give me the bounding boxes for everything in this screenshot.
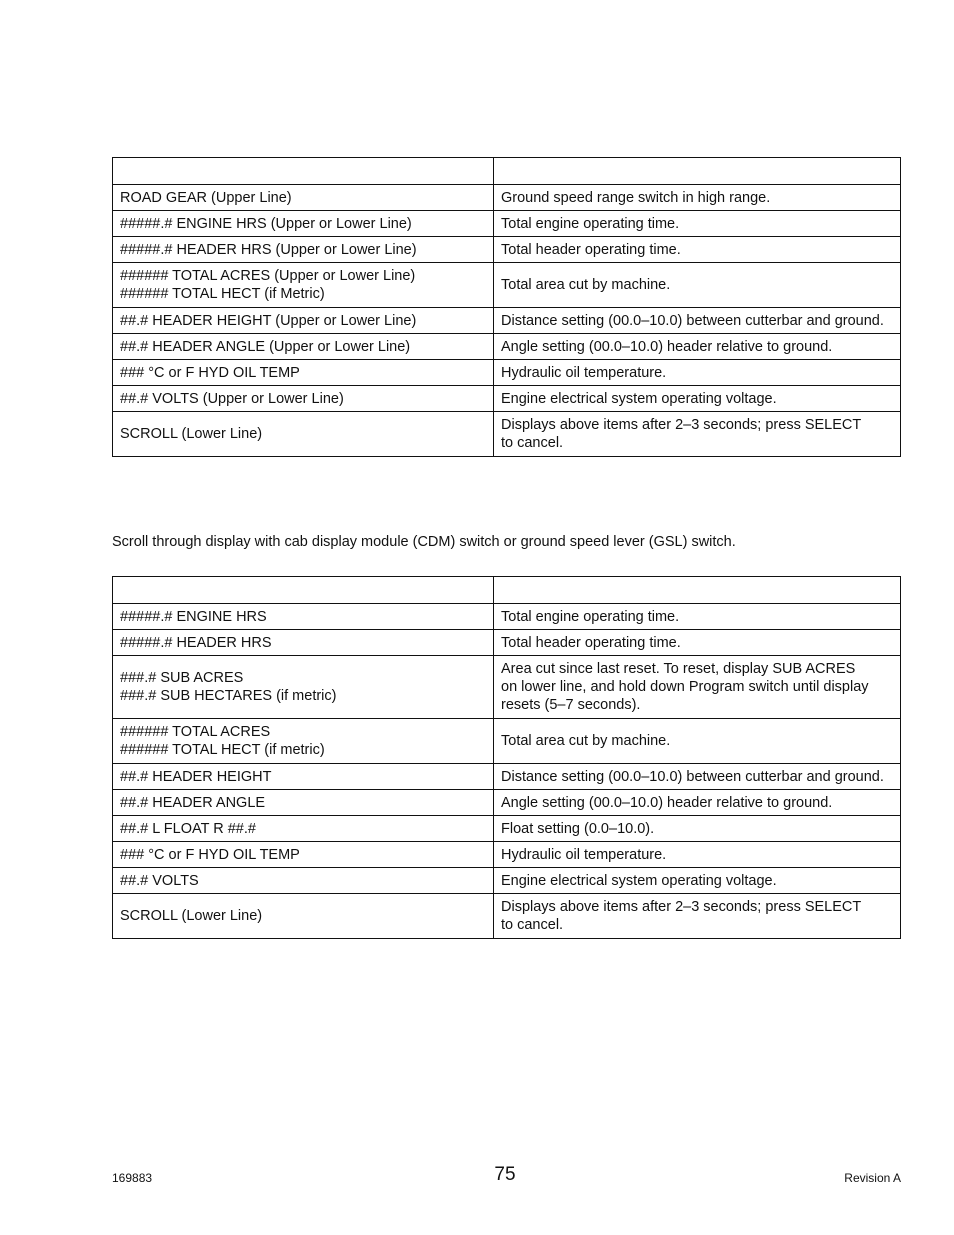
header-cell <box>113 577 494 604</box>
description-cell: Total engine operating time. <box>494 604 901 630</box>
table-row <box>113 656 901 719</box>
description-cell: Angle setting (00.0–10.0) header relative to ground. <box>494 334 901 360</box>
page-number: 75 <box>494 1164 516 1185</box>
display-item-cell: ##.# HEADER HEIGHT <box>113 764 494 790</box>
description-cell: Float setting (0.0–10.0). <box>494 816 901 842</box>
table-row <box>113 842 901 868</box>
header-cell <box>113 158 494 185</box>
description-cell: Ground speed range switch in high range. <box>494 185 901 211</box>
description-cell: Area cut since last reset. To reset, display SUB ACRES on lower line, and hold down Program switch until display resets (5–7 seconds). <box>494 656 901 719</box>
description-cell: Total engine operating time. <box>494 211 901 237</box>
header-cell <box>494 158 901 185</box>
display-item-cell: ROAD GEAR (Upper Line) <box>113 185 494 211</box>
description-cell: Total area cut by machine. <box>494 719 901 764</box>
table-row <box>113 237 901 263</box>
display-item-cell: ##.# HEADER ANGLE <box>113 790 494 816</box>
intro-paragraph: Scroll through display with cab display module (CDM) switch or ground speed lever (GSL) switch. <box>112 534 736 550</box>
display-item-cell: #####.# ENGINE HRS (Upper or Lower Line) <box>113 211 494 237</box>
doc-number: 169883 <box>112 1171 153 1185</box>
table-row <box>113 868 901 894</box>
display-item-cell: ###### TOTAL ACRES (Upper or Lower Line) ###### TOTAL HECT (if Metric) <box>113 263 494 308</box>
description-cell: Displays above items after 2–3 seconds; press SELECT to cancel. <box>494 412 901 457</box>
display-item-cell: ###### TOTAL ACRES ###### TOTAL HECT (if metric) <box>113 719 494 764</box>
display-item-cell: #####.# HEADER HRS <box>113 630 494 656</box>
table-row <box>113 412 901 457</box>
display-item-cell: ##.# VOLTS <box>113 868 494 894</box>
description-cell: Distance setting (00.0–10.0) between cutterbar and ground. <box>494 308 901 334</box>
table-row <box>113 604 901 630</box>
table-row <box>113 308 901 334</box>
description-cell: Total header operating time. <box>494 237 901 263</box>
display-item-cell: ###.# SUB ACRES ###.# SUB HECTARES (if metric) <box>113 656 494 719</box>
display-items-table-lower <box>112 576 901 939</box>
description-cell: Angle setting (00.0–10.0) header relative to ground. <box>494 790 901 816</box>
table-row <box>113 185 901 211</box>
description-cell: Total area cut by machine. <box>494 263 901 308</box>
header-cell <box>494 577 901 604</box>
display-item-cell: SCROLL (Lower Line) <box>113 894 494 939</box>
display-item-cell: ##.# VOLTS (Upper or Lower Line) <box>113 386 494 412</box>
display-items-table-upper <box>112 157 901 457</box>
table-row <box>113 630 901 656</box>
display-item-cell: #####.# HEADER HRS (Upper or Lower Line) <box>113 237 494 263</box>
table-row <box>113 334 901 360</box>
display-item-cell: ### °C or F HYD OIL TEMP <box>113 360 494 386</box>
display-item-cell: #####.# ENGINE HRS <box>113 604 494 630</box>
revision-label: Revision A <box>844 1171 901 1185</box>
description-cell: Engine electrical system operating voltage. <box>494 386 901 412</box>
display-item-cell: SCROLL (Lower Line) <box>113 412 494 457</box>
description-cell: Distance setting (00.0–10.0) between cutterbar and ground. <box>494 764 901 790</box>
table-row <box>113 719 901 764</box>
table-row <box>113 764 901 790</box>
display-item-cell: ##.# HEADER ANGLE (Upper or Lower Line) <box>113 334 494 360</box>
table-header-row <box>113 577 901 604</box>
table-row <box>113 263 901 308</box>
table-row <box>113 816 901 842</box>
table-row <box>113 386 901 412</box>
table-row <box>113 790 901 816</box>
display-item-cell: ##.# HEADER HEIGHT (Upper or Lower Line) <box>113 308 494 334</box>
description-cell: Engine electrical system operating voltage. <box>494 868 901 894</box>
table-row <box>113 894 901 939</box>
table-row <box>113 211 901 237</box>
description-cell: Displays above items after 2–3 seconds; press SELECT to cancel. <box>494 894 901 939</box>
description-cell: Total header operating time. <box>494 630 901 656</box>
table-header-row <box>113 158 901 185</box>
display-item-cell: ### °C or F HYD OIL TEMP <box>113 842 494 868</box>
table-row <box>113 360 901 386</box>
description-cell: Hydraulic oil temperature. <box>494 842 901 868</box>
display-item-cell: ##.# L FLOAT R ##.# <box>113 816 494 842</box>
description-cell: Hydraulic oil temperature. <box>494 360 901 386</box>
